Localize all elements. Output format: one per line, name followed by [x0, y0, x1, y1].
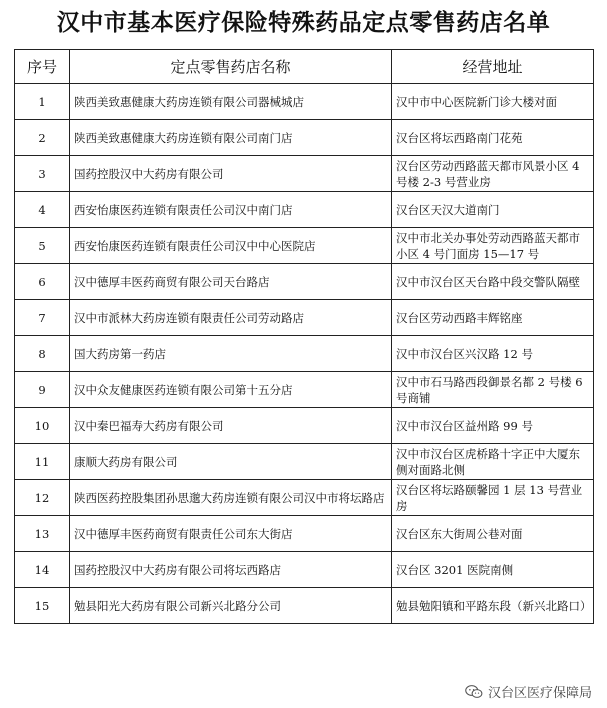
table-row: [15, 264, 594, 300]
wechat-icon: [465, 684, 483, 700]
pharmacy-address: 汉中市汉台区益州路 99 号: [392, 408, 594, 444]
row-number: 14: [15, 552, 70, 588]
row-number: 3: [15, 156, 70, 192]
pharmacy-address: 汉中市汉台区虎桥路十字正中大厦东侧对面路北侧: [392, 444, 594, 480]
row-number: 10: [15, 408, 70, 444]
column-header-address: 经营地址: [392, 50, 594, 84]
pharmacy-name: 西安怡康医药连锁有限责任公司汉中中心医院店: [70, 228, 392, 264]
pharmacy-address: 汉台区将坛路颐馨园 1 层 13 号营业房: [392, 480, 594, 516]
row-number: 8: [15, 336, 70, 372]
pharmacy-address: 汉台区劳动西路蓝天都市风景小区 4 号楼 2-3 号营业房: [392, 156, 594, 192]
row-number: 12: [15, 480, 70, 516]
pharmacy-address: 勉县勉阳镇和平路东段（新兴北路口）: [392, 588, 594, 624]
pharmacy-address: 汉台区东大街周公巷对面: [392, 516, 594, 552]
row-number: 13: [15, 516, 70, 552]
table-row: [15, 228, 594, 264]
watermark: [462, 681, 595, 702]
table-row: [15, 192, 594, 228]
row-number: 5: [15, 228, 70, 264]
table-header-row: [15, 50, 594, 84]
table-row: [15, 84, 594, 120]
pharmacy-name: 国药控股汉中大药房有限公司将坛西路店: [70, 552, 392, 588]
pharmacy-address: 汉中市中心医院新门诊大楼对面: [392, 84, 594, 120]
row-number: 9: [15, 372, 70, 408]
watermark-text: 汉台区医疗保障局: [487, 686, 592, 701]
page-title: 汉中市基本医疗保险特殊药品定点零售药店名单: [56, 10, 551, 36]
pharmacy-name: 国药控股汉中大药房有限公司: [70, 156, 392, 192]
pharmacy-name: 汉中市派林大药房连锁有限责任公司劳动路店: [70, 300, 392, 336]
pharmacy-name: 汉中德厚丰医药商贸有限责任公司东大街店: [70, 516, 392, 552]
row-number: 7: [15, 300, 70, 336]
table-row: [15, 588, 594, 624]
pharmacy-name: 陕西医药控股集团孙思邈大药房连锁有限公司汉中市将坛路店: [70, 480, 392, 516]
row-number: 6: [15, 264, 70, 300]
table-row: [15, 516, 594, 552]
row-number: 11: [15, 444, 70, 480]
row-number: 2: [15, 120, 70, 156]
table-row: [15, 552, 594, 588]
table-row: [15, 156, 594, 192]
table-row: [15, 372, 594, 408]
table-row: [15, 480, 594, 516]
column-header-no: 序号: [15, 50, 70, 84]
table-row: [15, 120, 594, 156]
pharmacy-name: 汉中众友健康医药连锁有限公司第十五分店: [70, 372, 392, 408]
column-header-name: 定点零售药店名称: [70, 50, 392, 84]
pharmacy-address: 汉中市汉台区天台路中段交警队隔壁: [392, 264, 594, 300]
pharmacy-name: 陕西美致惠健康大药房连锁有限公司南门店: [70, 120, 392, 156]
pharmacy-table: [14, 49, 594, 624]
pharmacy-name: 西安怡康医药连锁有限责任公司汉中南门店: [70, 192, 392, 228]
table-row: [15, 300, 594, 336]
pharmacy-address: 汉台区将坛西路南门花苑: [392, 120, 594, 156]
pharmacy-name: 汉中德厚丰医药商贸有限公司天台路店: [70, 264, 392, 300]
row-number: 4: [15, 192, 70, 228]
pharmacy-name: 勉县阳光大药房有限公司新兴北路分公司: [70, 588, 392, 624]
pharmacy-address: 汉台区劳动西路丰辉铭座: [392, 300, 594, 336]
pharmacy-name: 陕西美致惠健康大药房连锁有限公司器械城店: [70, 84, 392, 120]
pharmacy-name: 康顺大药房有限公司: [70, 444, 392, 480]
pharmacy-address: 汉中市石马路西段御景名都 2 号楼 6 号商铺: [392, 372, 594, 408]
pharmacy-address: 汉台区 3201 医院南侧: [392, 552, 594, 588]
pharmacy-address: 汉中市北关办事处劳动西路蓝天都市小区 4 号门面房 15—17 号: [392, 228, 594, 264]
pharmacy-address: 汉台区天汉大道南门: [392, 192, 594, 228]
row-number: 1: [15, 84, 70, 120]
table-row: [15, 336, 594, 372]
table-row: [15, 444, 594, 480]
table-row: [15, 408, 594, 444]
pharmacy-name: 国大药房第一药店: [70, 336, 392, 372]
pharmacy-address: 汉中市汉台区兴汉路 12 号: [392, 336, 594, 372]
row-number: 15: [15, 588, 70, 624]
pharmacy-name: 汉中秦巴福寿大药房有限公司: [70, 408, 392, 444]
